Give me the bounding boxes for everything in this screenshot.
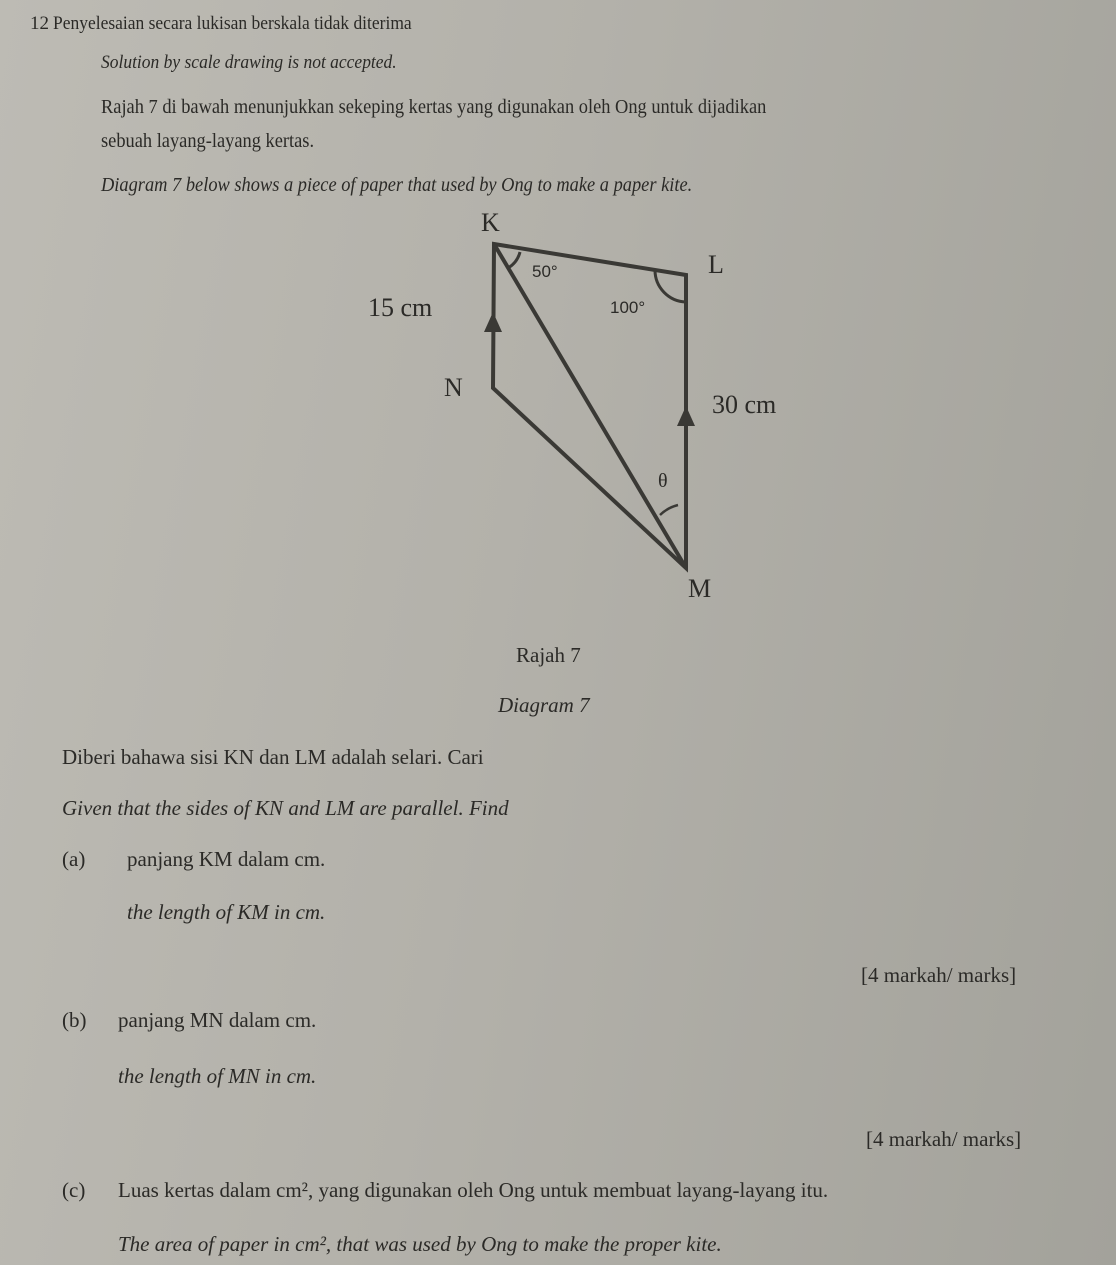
angle-l-label: 100° — [610, 298, 646, 317]
given-en: Given that the sides of KN and LM are parallel. Find — [62, 796, 509, 820]
diagonal-km — [494, 244, 686, 568]
instruction-en: Solution by scale drawing is not accepted. — [101, 52, 397, 73]
angle-m-label: θ — [658, 470, 668, 492]
intro-en: Diagram 7 below shows a piece of paper that used by Ong to make a paper kite. — [101, 174, 693, 196]
diagram-caption-en: Diagram 7 — [498, 693, 590, 717]
part-c-en: The area of paper in cm², that was used by Ong to make the proper kite. — [118, 1232, 722, 1256]
side-lm-length: 30 cm — [712, 390, 777, 419]
instruction-ms: Penyelesaian secara lukisan berskala tidak diterima — [53, 13, 412, 34]
diagram-caption-ms: Rajah 7 — [516, 643, 581, 667]
part-b-marks: [4 markah/ marks] — [866, 1127, 1022, 1151]
part-a-ms: panjang KM dalam cm. — [127, 847, 326, 871]
part-a-en: the length of KM in cm. — [127, 900, 326, 924]
angle-arc-k — [508, 252, 520, 268]
vertex-l: L — [708, 250, 724, 279]
part-a-label: (a) — [62, 847, 86, 871]
part-b-en: the length of MN in cm. — [118, 1064, 317, 1088]
intro-ms-line1: Rajah 7 di bawah menunjukkan sekeping kertas yang digunakan oleh Ong untuk dijadikan — [101, 96, 767, 118]
part-c-label: (c) — [62, 1178, 86, 1202]
given-ms: Diberi bahawa sisi KN dan LM adalah selari. Cari — [62, 745, 484, 769]
question-number: 12 — [30, 13, 49, 34]
vertex-m: M — [688, 574, 712, 603]
parallel-arrow-kn — [484, 312, 502, 332]
part-a-marks: [4 markah/ marks] — [861, 963, 1017, 987]
angle-arc-m — [660, 505, 678, 515]
part-c-ms: Luas kertas dalam cm², yang digunakan oleh Ong untuk membuat layang-layang itu. — [118, 1178, 829, 1202]
side-kn-length: 15 cm — [368, 293, 433, 322]
vertex-n: N — [444, 373, 463, 402]
part-b-label: (b) — [62, 1008, 87, 1032]
part-b-ms: panjang MN dalam cm. — [118, 1008, 317, 1032]
angle-k-label: 50° — [532, 262, 558, 281]
parallel-arrow-lm — [677, 406, 695, 426]
intro-ms-line2: sebuah layang-layang kertas. — [101, 130, 315, 152]
vertex-k: K — [481, 208, 500, 237]
